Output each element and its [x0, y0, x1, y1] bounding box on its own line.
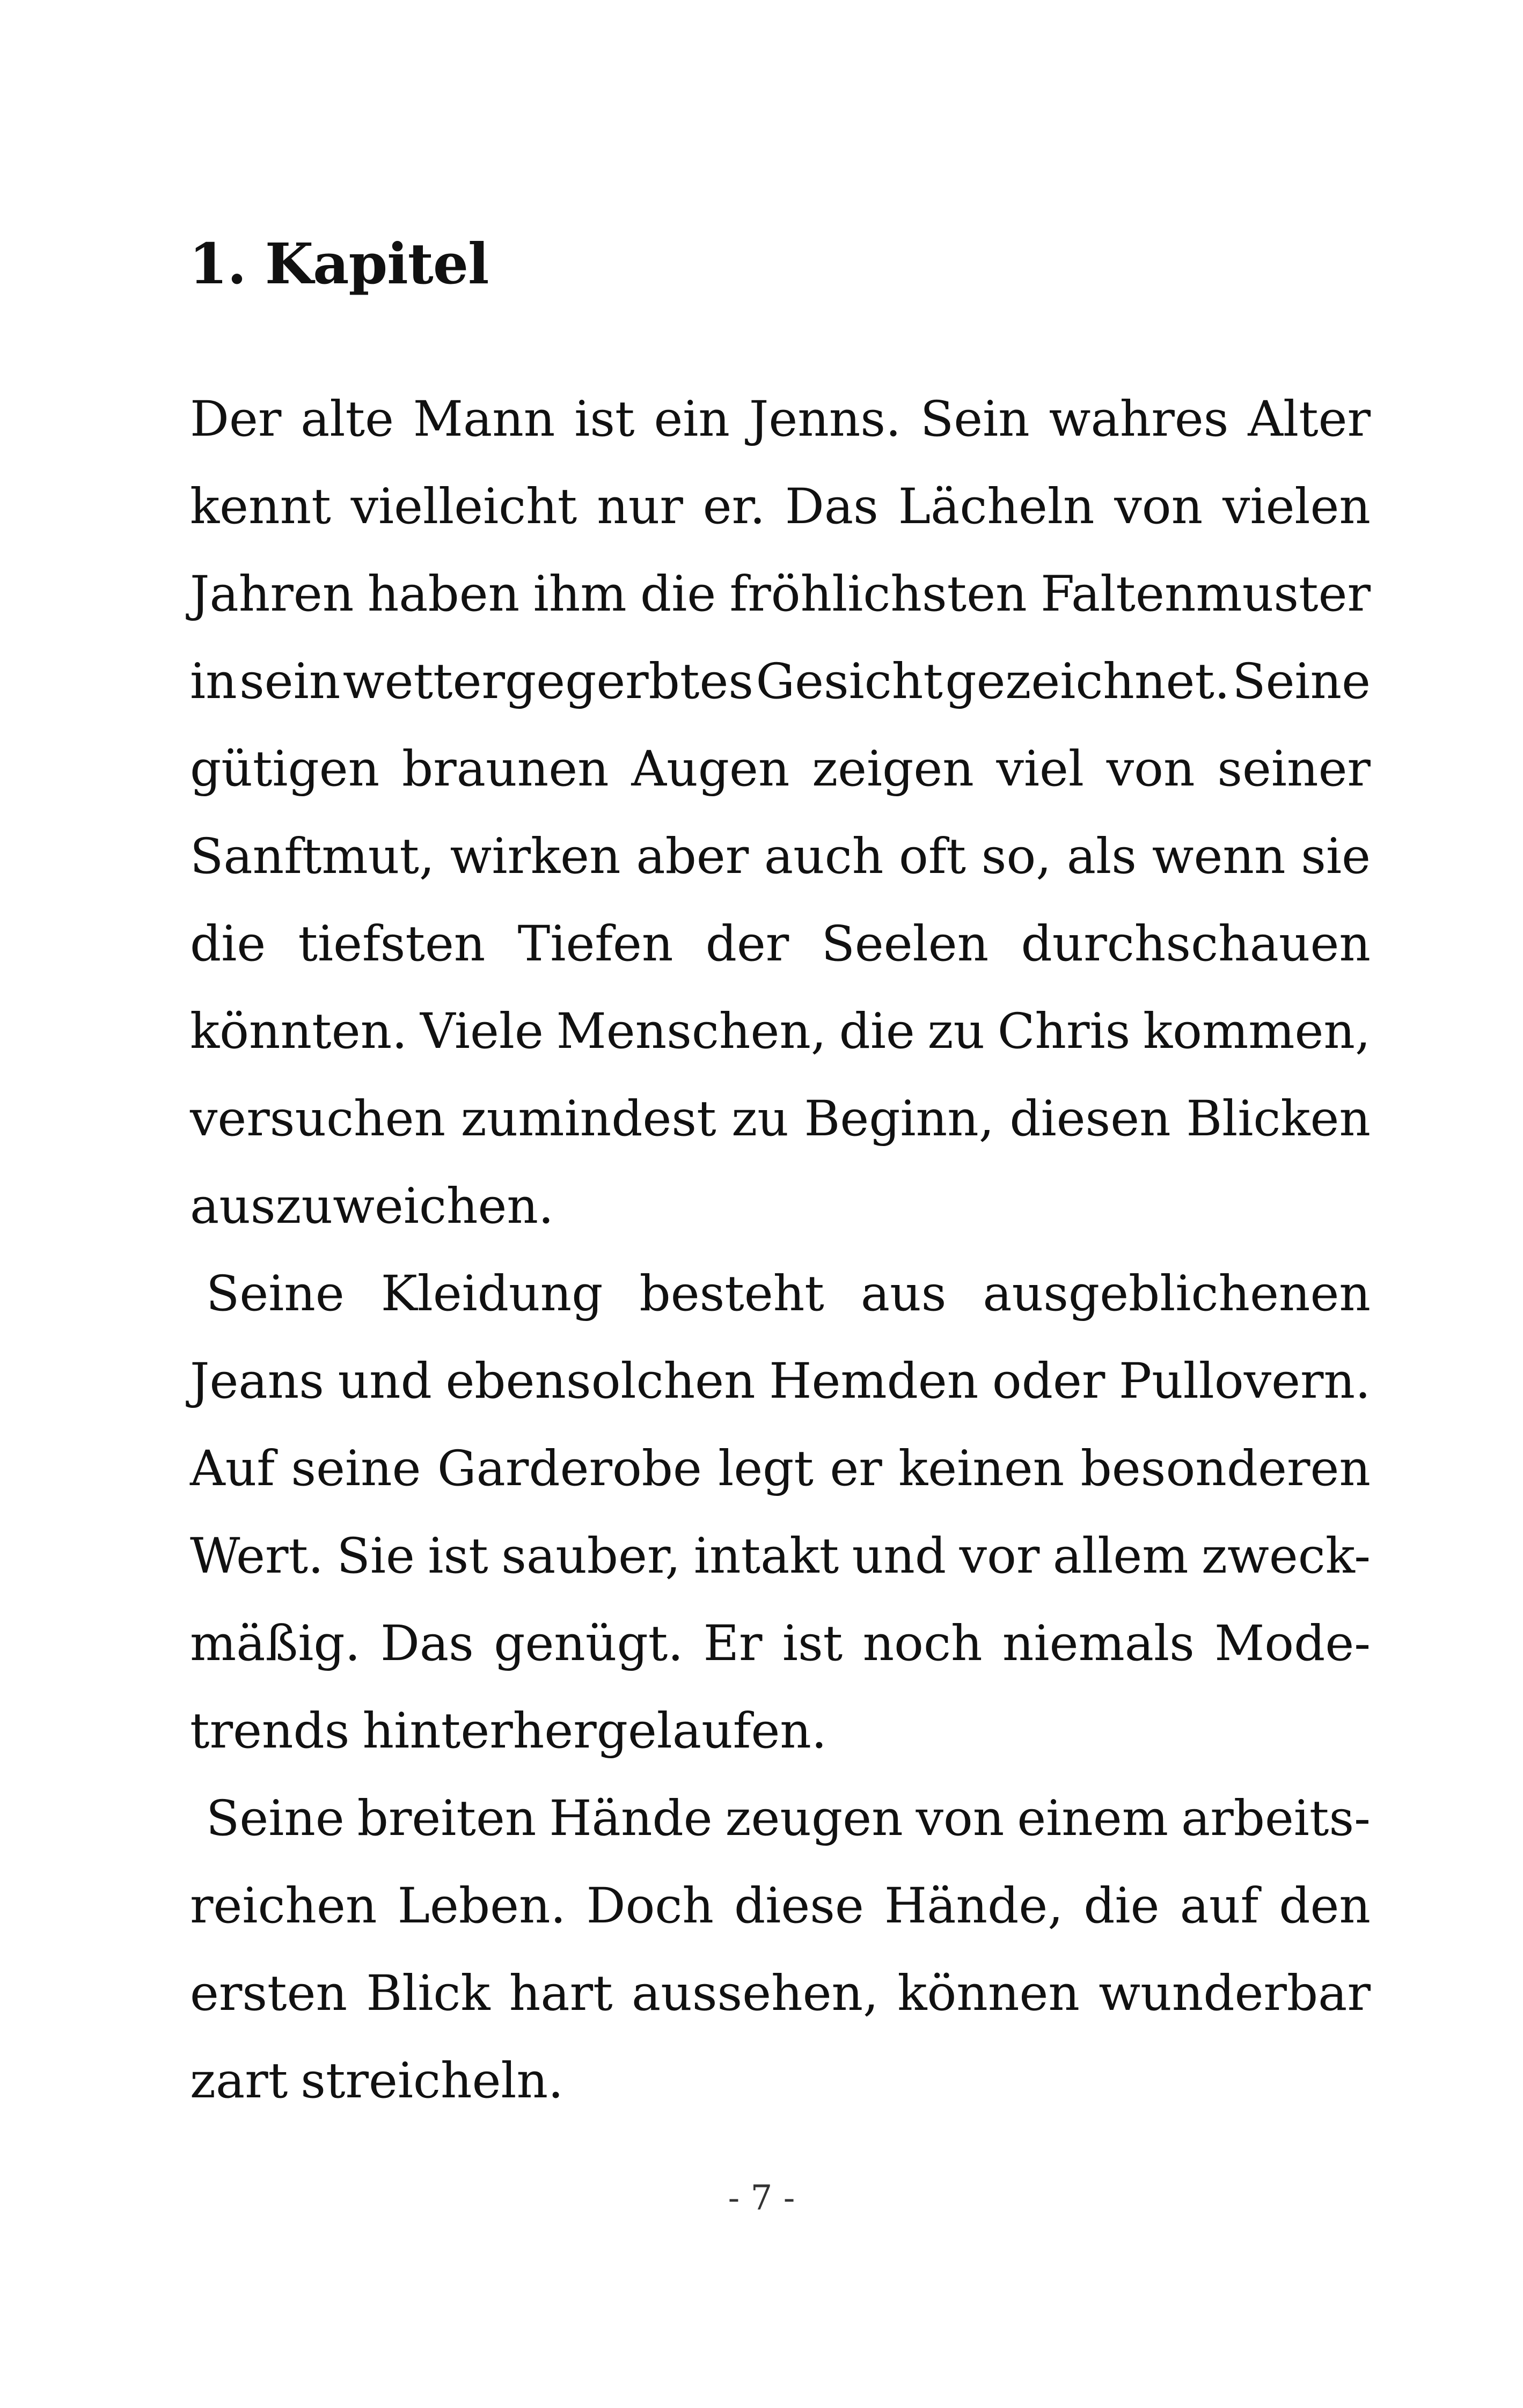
word: fröhlichsten — [729, 566, 1027, 622]
word: trends — [190, 1703, 350, 1759]
word: die — [190, 916, 266, 972]
word: streicheln. — [301, 2053, 564, 2109]
word: Mode- — [1214, 1616, 1371, 1672]
word: Jahren — [190, 566, 354, 622]
word: Tiefen — [517, 916, 673, 972]
word: aber — [636, 828, 749, 885]
text-line — [190, 1950, 1371, 2037]
word: wunderbar — [1099, 1965, 1371, 2022]
word: Menschen, — [556, 1003, 826, 1060]
word: hinterhergelaufen. — [362, 1703, 827, 1759]
chapter-title: 1. Kapitel — [189, 231, 489, 297]
text-line — [190, 1075, 1371, 1163]
word: zumindest — [460, 1091, 716, 1147]
word: kommen, — [1143, 1003, 1371, 1060]
word: so, — [981, 828, 1052, 885]
word: Blicken — [1186, 1091, 1371, 1147]
word: Sein — [920, 391, 1030, 447]
word: Sanftmut, — [190, 828, 435, 885]
word: und — [852, 1528, 947, 1584]
word: genügt. — [494, 1616, 684, 1672]
word: allem — [1052, 1528, 1189, 1584]
word: in — [190, 654, 237, 710]
word: niemals — [1002, 1616, 1195, 1672]
word: aussehen, — [631, 1965, 879, 2022]
word: Doch — [586, 1878, 714, 1934]
word: der — [705, 916, 789, 972]
text-line — [190, 463, 1371, 550]
word: Blick — [366, 1965, 490, 2022]
word: Pullovern. — [1118, 1353, 1371, 1409]
text-line — [190, 1862, 1371, 1950]
word: vielleicht — [350, 479, 577, 535]
word: Der — [190, 391, 282, 447]
word: kennt — [190, 479, 331, 535]
word: Lächeln — [898, 479, 1095, 535]
word: breiten — [357, 1790, 537, 1847]
word: Viele — [420, 1003, 544, 1060]
word: könnten. — [190, 1003, 408, 1060]
word: ihm — [533, 566, 627, 622]
text-line — [190, 550, 1371, 638]
word: auch — [764, 828, 884, 885]
word: Garderobe — [437, 1441, 702, 1497]
word: arbeits- — [1181, 1790, 1371, 1847]
word: zeigen — [812, 741, 974, 797]
word: seiner — [1217, 741, 1371, 797]
word: keinen — [898, 1441, 1065, 1497]
word: besteht — [639, 1266, 824, 1322]
word: besonderen — [1080, 1441, 1371, 1497]
word: braunen — [401, 741, 609, 797]
word: gezeichnet. — [945, 654, 1230, 710]
text-line — [190, 376, 1371, 463]
word: zart — [190, 2053, 288, 2109]
word: Gesicht — [756, 654, 943, 710]
word: den — [1279, 1878, 1371, 1934]
word: ist — [574, 391, 635, 447]
word: Jeans — [190, 1353, 324, 1409]
word: von — [1106, 741, 1195, 797]
word: Wert. — [190, 1528, 324, 1584]
text-line — [190, 1338, 1371, 1425]
text-line — [190, 1163, 1371, 1250]
word: haben — [367, 566, 520, 622]
page-number: - 7 - — [728, 2178, 795, 2218]
text-line — [190, 988, 1371, 1075]
word: Seelen — [821, 916, 989, 972]
text-line — [190, 1513, 1371, 1600]
text-line — [190, 638, 1371, 725]
word: wahres — [1049, 391, 1229, 447]
text-line — [190, 2037, 1371, 2125]
word: von — [916, 1790, 1005, 1847]
word: Beginn, — [804, 1091, 994, 1147]
word: durchschauen — [1021, 916, 1371, 972]
word: die — [640, 566, 716, 622]
word: Mann — [413, 391, 555, 447]
word: können — [897, 1965, 1080, 2022]
word: Seine — [206, 1790, 345, 1847]
word: vor — [959, 1528, 1040, 1584]
word: und — [338, 1353, 432, 1409]
word: noch — [862, 1616, 983, 1672]
word: die — [839, 1003, 915, 1060]
word: intakt — [693, 1528, 839, 1584]
word: ist — [782, 1616, 843, 1672]
word: oder — [992, 1353, 1105, 1409]
word: Das — [785, 479, 878, 535]
word: Faltenmuster — [1041, 566, 1371, 622]
text-line — [190, 813, 1371, 900]
chapter-body-text — [190, 376, 1371, 2125]
word: Chris — [997, 1003, 1131, 1060]
word: ausgeblichenen — [983, 1266, 1371, 1322]
word: Augen — [631, 741, 790, 797]
word: einem — [1017, 1790, 1169, 1847]
word: zeugen — [725, 1790, 903, 1847]
word: Jenns. — [749, 391, 902, 447]
word: alte — [301, 391, 394, 447]
word: auf — [1180, 1878, 1259, 1934]
word: Hemden — [769, 1353, 979, 1409]
word: Seine — [1232, 654, 1371, 710]
word: die — [1083, 1878, 1160, 1934]
word: er — [830, 1441, 882, 1497]
word: viel — [996, 741, 1085, 797]
word: mäßig. — [190, 1616, 361, 1672]
word: ebensolchen — [445, 1353, 756, 1409]
word: oft — [899, 828, 966, 885]
word: Hände, — [884, 1878, 1064, 1934]
word: auszuweichen. — [190, 1178, 554, 1235]
word: ersten — [190, 1965, 348, 2022]
word: legt — [718, 1441, 814, 1497]
word: Er — [703, 1616, 763, 1672]
text-line — [190, 725, 1371, 813]
word: zu — [927, 1003, 985, 1060]
word: sauber, — [501, 1528, 681, 1584]
text-line — [190, 1775, 1371, 1862]
word: zu — [731, 1091, 789, 1147]
text-line — [190, 900, 1371, 988]
word: ist — [428, 1528, 488, 1584]
word: versuchen — [190, 1091, 446, 1147]
word: Auf — [190, 1441, 275, 1497]
word: Kleidung — [380, 1266, 603, 1322]
word: reichen — [190, 1878, 377, 1934]
word: gütigen — [190, 741, 380, 797]
word: wenn — [1152, 828, 1286, 885]
word: wettergegerbtes — [342, 654, 754, 710]
word: ein — [654, 391, 730, 447]
word: diesen — [1009, 1091, 1171, 1147]
word: sie — [1301, 828, 1371, 885]
word: seine — [291, 1441, 421, 1497]
text-line — [190, 1687, 1371, 1775]
word: diese — [734, 1878, 864, 1934]
word: vielen — [1222, 479, 1371, 535]
word: hart — [509, 1965, 613, 2022]
word: Das — [380, 1616, 474, 1672]
word: Leben. — [397, 1878, 566, 1934]
word: tiefsten — [298, 916, 486, 972]
word: Hände — [549, 1790, 713, 1847]
text-line — [190, 1425, 1371, 1513]
text-line — [190, 1600, 1371, 1687]
word: von — [1114, 479, 1203, 535]
word: Sie — [336, 1528, 415, 1584]
word: Seine — [206, 1266, 345, 1322]
word: als — [1066, 828, 1137, 885]
word: Alter — [1248, 391, 1371, 447]
word: zweck- — [1202, 1528, 1371, 1584]
text-line — [190, 1250, 1371, 1338]
word: er. — [702, 479, 766, 535]
word: sein — [239, 654, 341, 710]
word: wirken — [450, 828, 621, 885]
word: nur — [597, 479, 683, 535]
word: aus — [860, 1266, 947, 1322]
